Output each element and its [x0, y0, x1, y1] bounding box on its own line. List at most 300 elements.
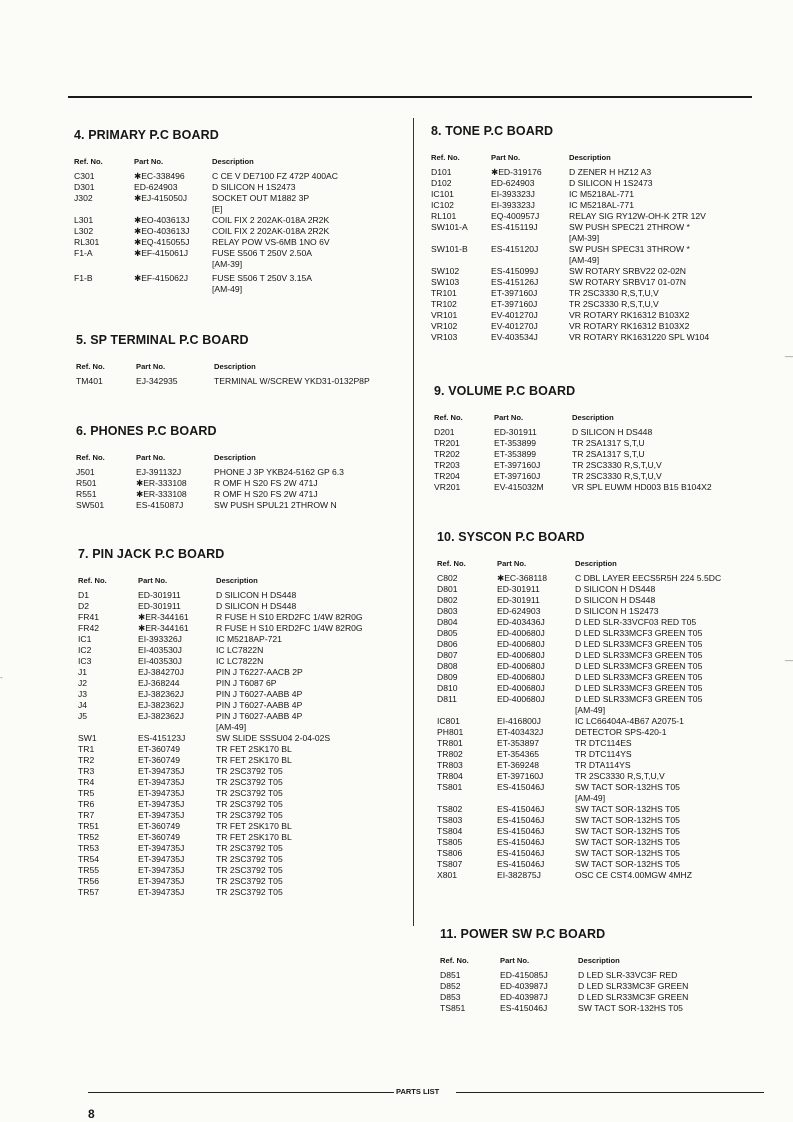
cell-ref: TS802	[437, 804, 463, 814]
cell-ref: IC801	[437, 716, 460, 726]
cell-part: ES-415046J	[497, 837, 545, 847]
cell-desc: TR 2SC3330 R,S,T,U,V	[572, 471, 662, 481]
footer-label: PARTS LIST	[396, 1087, 440, 1096]
cell-ref: FR42	[78, 623, 100, 633]
cell-part: ET-360749	[138, 832, 181, 842]
cell-desc: PIN J T6227-AACB 2P	[216, 667, 303, 677]
cell-ref: FR41	[78, 612, 100, 622]
cell-desc: D SILICON H DS448	[575, 584, 656, 594]
cell-ref: C802	[437, 573, 458, 583]
cell-part: ED-400680J	[497, 639, 545, 649]
cell-part: ES-415046J	[500, 1003, 548, 1013]
cell-ref: D102	[431, 178, 452, 188]
cell-desc: TR FET 2SK170 BL	[216, 744, 292, 754]
part-row	[74, 193, 404, 204]
section-title: 8. TONE P.C BOARD	[431, 124, 554, 138]
cell-part: ET-394735J	[138, 766, 185, 776]
cell-desc: SW PUSH SPEC31 3THROW *	[569, 244, 690, 254]
cell-desc: TR 2SC3792 T05	[216, 887, 283, 897]
cell-desc: [AM-49]	[569, 255, 600, 265]
part-row	[437, 584, 767, 595]
cell-desc: RELAY POW VS-6MB 1NO 6V	[212, 237, 330, 247]
cell-part: ET-397160J	[494, 460, 541, 470]
part-row	[434, 427, 764, 438]
cell-ref: TR57	[78, 887, 100, 897]
cell-part: ET-394735J	[138, 810, 185, 820]
cell-part: ED-301911	[138, 590, 181, 600]
cell-part: EJ-368244	[138, 678, 180, 688]
cell-part: ES-415126J	[491, 277, 539, 287]
cell-part: ED-400680J	[497, 683, 545, 693]
cell-ref: J2	[78, 678, 88, 688]
cell-ref: SW501	[76, 500, 105, 510]
part-row	[74, 273, 404, 284]
cell-desc: IC LC7822N	[216, 656, 264, 666]
cell-part: ET-394735J	[138, 799, 185, 809]
cell-desc: D LED SLR-33VC3F RED	[578, 970, 678, 980]
cell-part: ET-397160J	[494, 471, 541, 481]
cell-part: EJ-382362J	[138, 700, 184, 710]
part-row	[434, 471, 764, 482]
column-header-row	[434, 413, 764, 427]
cell-part: ES-415087J	[136, 500, 184, 510]
part-row-note	[437, 793, 767, 804]
part-row	[437, 650, 767, 661]
cell-part: ES-415046J	[497, 815, 545, 825]
section-title: 6. PHONES P.C BOARD	[76, 424, 217, 438]
column-header-ref: Ref. No.	[78, 576, 107, 585]
cell-part: ED-301911	[494, 427, 537, 437]
cell-part: ✱ER-333108	[136, 478, 187, 488]
part-row	[437, 683, 767, 694]
cell-desc: TR 2SC3792 T05	[216, 854, 283, 864]
cell-ref: D803	[437, 606, 458, 616]
cell-ref: J4	[78, 700, 88, 710]
cell-desc: TR 2SC3792 T05	[216, 788, 283, 798]
cell-ref: D801	[437, 584, 458, 594]
cell-desc: TR DTA114YS	[575, 760, 631, 770]
column-header-part: Part No.	[134, 157, 164, 166]
cell-desc: TR 2SA1317 S,T,U	[572, 438, 645, 448]
cell-desc: DETECTOR SPS-420-1	[575, 727, 667, 737]
cell-ref: VR103	[431, 332, 458, 342]
cell-part: EI-393326J	[138, 634, 182, 644]
cell-ref: SW101-B	[431, 244, 468, 254]
cell-desc: D ZENER H HZ12 A3	[569, 167, 652, 177]
column-divider	[413, 118, 414, 926]
cell-part: EQ-400957J	[491, 211, 540, 221]
section-title: 5. SP TERMINAL P.C BOARD	[76, 333, 249, 347]
footer-rule	[88, 1092, 394, 1093]
part-row	[437, 639, 767, 650]
column-header-row	[431, 153, 761, 167]
column-header-desc: Description	[578, 956, 620, 965]
cell-part: EV-403534J	[491, 332, 538, 342]
cell-part: ED-624903	[491, 178, 535, 188]
cell-ref: TR201	[434, 438, 460, 448]
part-row	[437, 826, 767, 837]
column-header-ref: Ref. No.	[74, 157, 103, 166]
cell-ref: TS851	[440, 1003, 466, 1013]
cell-ref: TR4	[78, 777, 95, 787]
cell-desc: PIN J T6087 6P	[216, 678, 277, 688]
part-row	[78, 843, 408, 854]
part-row	[437, 716, 767, 727]
cell-desc: FUSE S506 T 250V 3.15A	[212, 273, 313, 283]
cell-part: ET-403432J	[497, 727, 544, 737]
cell-part: EJ-391132J	[136, 467, 182, 477]
cell-desc: D LED SLR33MCF3 GREEN T05	[575, 639, 703, 649]
cell-desc: D SILICON H 1S2473	[575, 606, 659, 616]
section-phones-pc-board	[76, 424, 406, 511]
part-row-note	[74, 284, 404, 295]
cell-desc: TR 2SA1317 S,T,U	[572, 449, 645, 459]
part-row	[437, 628, 767, 639]
cell-part: ET-394735J	[138, 876, 185, 886]
part-row	[431, 266, 761, 277]
part-row	[76, 478, 406, 489]
cell-ref: TR204	[434, 471, 460, 481]
part-row	[431, 178, 761, 189]
cell-ref: TS805	[437, 837, 463, 847]
cell-ref: TR51	[78, 821, 100, 831]
cell-part: ED-301911	[138, 601, 181, 611]
cell-part: EI-393323J	[491, 200, 535, 210]
column-header-part: Part No.	[136, 453, 166, 462]
section-volume-pc-board	[434, 384, 764, 493]
part-row	[74, 226, 404, 237]
part-row	[74, 182, 404, 193]
column-header-row	[440, 956, 770, 970]
cell-desc: SW TACT SOR-132HS T05	[578, 1003, 683, 1013]
cell-part: ES-415123J	[138, 733, 186, 743]
part-row	[437, 771, 767, 782]
part-row	[434, 482, 764, 493]
margin-tick: —	[785, 656, 793, 665]
section-syscon-pc-board	[437, 530, 767, 881]
cell-part: EV-415032M	[494, 482, 544, 492]
cell-part: ED-301911	[497, 584, 540, 594]
cell-part: ET-369248	[497, 760, 540, 770]
part-row	[76, 489, 406, 500]
cell-ref: RL301	[74, 237, 100, 247]
cell-desc: [E]	[212, 204, 223, 214]
part-row	[437, 804, 767, 815]
cell-part: ✱ER-344161	[138, 612, 189, 622]
part-row	[437, 760, 767, 771]
cell-part: ES-415046J	[497, 848, 545, 858]
cell-part: EI-403530J	[138, 656, 182, 666]
cell-ref: J501	[76, 467, 95, 477]
cell-ref: R501	[76, 478, 97, 488]
cell-desc: VR ROTARY RK16312 B103X2	[569, 321, 690, 331]
part-row-note	[74, 259, 404, 270]
cell-desc: SW TACT SOR-132HS T05	[575, 815, 680, 825]
column-header-ref: Ref. No.	[437, 559, 466, 568]
cell-desc: D LED SLR33MC3F GREEN	[578, 981, 689, 991]
cell-part: ED-400680J	[497, 694, 545, 704]
column-header-row	[78, 576, 408, 590]
cell-part: ES-415046J	[497, 804, 545, 814]
part-row	[437, 848, 767, 859]
cell-desc: PIN J T6027-AABB 4P	[216, 700, 303, 710]
cell-desc: D SILICON H 1S2473	[212, 182, 296, 192]
part-row	[437, 617, 767, 628]
cell-desc: D LED SLR-33VCF03 RED T05	[575, 617, 697, 627]
cell-part: ET-397160J	[497, 771, 544, 781]
part-row	[78, 667, 408, 678]
cell-ref: TS807	[437, 859, 463, 869]
cell-part: ED-415085J	[500, 970, 548, 980]
cell-part: EI-393323J	[491, 189, 535, 199]
column-header-part: Part No.	[138, 576, 168, 585]
cell-ref: TR2	[78, 755, 95, 765]
cell-desc: IC M5218AL-771	[569, 189, 634, 199]
margin-tick: -	[0, 673, 3, 682]
cell-ref: TR7	[78, 810, 95, 820]
part-row	[434, 460, 764, 471]
cell-ref: SW1	[78, 733, 97, 743]
part-row	[78, 634, 408, 645]
cell-desc: C DBL LAYER EECS5R5H 224 5.5DC	[575, 573, 722, 583]
column-header-ref: Ref. No.	[440, 956, 469, 965]
cell-desc: R OMF H S20 FS 2W 471J	[214, 489, 318, 499]
cell-desc: RELAY SIG RY12W-OH-K 2TR 12V	[569, 211, 706, 221]
cell-part: ET-394735J	[138, 777, 185, 787]
column-header-ref: Ref. No.	[431, 153, 460, 162]
cell-ref: L302	[74, 226, 94, 236]
cell-desc: VR ROTARY RK16312 B103X2	[569, 310, 690, 320]
part-row	[437, 837, 767, 848]
page-number: 8	[88, 1107, 95, 1121]
cell-part: ET-354365	[497, 749, 540, 759]
cell-ref: TR55	[78, 865, 100, 875]
cell-ref: TR6	[78, 799, 95, 809]
cell-desc: D LED SLR33MCF3 GREEN T05	[575, 661, 703, 671]
cell-ref: IC102	[431, 200, 454, 210]
cell-ref: D809	[437, 672, 458, 682]
cell-desc: FUSE S506 T 250V 2.50A	[212, 248, 313, 258]
cell-desc: TR 2SC3330 R,S,T,U,V	[569, 288, 659, 298]
part-row-note	[431, 255, 761, 266]
cell-part: ET-360749	[138, 821, 181, 831]
part-row	[78, 623, 408, 634]
part-row-note	[437, 705, 767, 716]
part-row	[76, 467, 406, 478]
cell-desc: D LED SLR33MC3F GREEN	[578, 992, 689, 1002]
cell-desc: D LED SLR33MCF3 GREEN T05	[575, 694, 703, 704]
cell-part: ✱EF-415061J	[134, 248, 189, 258]
part-row	[431, 200, 761, 211]
column-header-part: Part No.	[491, 153, 521, 162]
part-row	[76, 500, 406, 511]
column-header-part: Part No.	[494, 413, 524, 422]
cell-part: EJ-382362J	[138, 689, 184, 699]
cell-part: ET-397160J	[491, 288, 538, 298]
cell-part: ✱ER-333108	[136, 489, 187, 499]
cell-desc: PIN J T6027-AABB 4P	[216, 689, 303, 699]
cell-desc: IC LC7822N	[216, 645, 264, 655]
part-row	[74, 237, 404, 248]
column-header-row	[76, 362, 406, 376]
column-header-row	[74, 157, 404, 171]
cell-desc: TR 2SC3330 R,S,T,U,V	[575, 771, 665, 781]
cell-part: ✱EC-338496	[134, 171, 185, 181]
cell-desc: TR FET 2SK170 BL	[216, 755, 292, 765]
part-row	[431, 321, 761, 332]
part-row	[78, 711, 408, 722]
column-header-ref: Ref. No.	[434, 413, 463, 422]
cell-ref: D805	[437, 628, 458, 638]
cell-part: ES-415099J	[491, 266, 539, 276]
cell-ref: TR56	[78, 876, 100, 886]
cell-part: ET-360749	[138, 744, 181, 754]
cell-part: ✱EQ-415055J	[134, 237, 190, 247]
part-row	[74, 171, 404, 182]
cell-part: EJ-384270J	[138, 667, 184, 677]
cell-ref: IC101	[431, 189, 454, 199]
cell-ref: F1-A	[74, 248, 93, 258]
part-row	[74, 248, 404, 259]
cell-part: ET-394735J	[138, 843, 185, 853]
cell-desc: TR 2SC3792 T05	[216, 876, 283, 886]
column-header-desc: Description	[214, 362, 256, 371]
cell-desc: [AM-49]	[575, 705, 606, 715]
part-row	[437, 738, 767, 749]
part-row	[78, 810, 408, 821]
footer-rule	[456, 1092, 764, 1093]
column-header-ref: Ref. No.	[76, 362, 105, 371]
cell-desc: TR FET 2SK170 BL	[216, 832, 292, 842]
section-pin-jack-pc-board	[78, 547, 408, 898]
section-primary-pc-board	[74, 128, 404, 295]
margin-tick: —	[785, 352, 793, 361]
cell-desc: PHONE J 3P YKB24-5162 GP 6.3	[214, 467, 344, 477]
cell-ref: TR102	[431, 299, 457, 309]
cell-ref: TS801	[437, 782, 463, 792]
column-header-row	[76, 453, 406, 467]
cell-desc: D SILICON H DS448	[575, 595, 656, 605]
cell-ref: VR201	[434, 482, 461, 492]
cell-desc: TR 2SC3792 T05	[216, 865, 283, 875]
part-row	[78, 612, 408, 623]
cell-desc: [AM-49]	[575, 793, 606, 803]
cell-part: ED-400680J	[497, 650, 545, 660]
cell-part: ES-415046J	[497, 859, 545, 869]
cell-ref: TR801	[437, 738, 463, 748]
cell-desc: TR 2SC3792 T05	[216, 799, 283, 809]
part-row	[437, 859, 767, 870]
part-row	[431, 288, 761, 299]
column-header-desc: Description	[572, 413, 614, 422]
cell-part: ET-394735J	[138, 887, 185, 897]
cell-part: ED-400680J	[497, 628, 545, 638]
cell-desc: SW TACT SOR-132HS T05	[575, 859, 680, 869]
cell-part: ED-400680J	[497, 672, 545, 682]
section-title: 7. PIN JACK P.C BOARD	[78, 547, 225, 561]
column-header-desc: Description	[569, 153, 611, 162]
cell-part: EI-403530J	[138, 645, 182, 655]
part-row	[78, 689, 408, 700]
part-row-note	[78, 722, 408, 733]
part-row	[437, 606, 767, 617]
part-row	[440, 981, 770, 992]
cell-ref: IC1	[78, 634, 92, 644]
cell-ref: IC2	[78, 645, 92, 655]
cell-part: ET-394735J	[138, 854, 185, 864]
cell-desc: D SILICON H DS448	[572, 427, 653, 437]
cell-part: ET-353897	[497, 738, 540, 748]
cell-part: ED-403987J	[500, 981, 548, 991]
cell-part: ED-403436J	[497, 617, 545, 627]
cell-desc: D LED SLR33MCF3 GREEN T05	[575, 683, 703, 693]
cell-desc: SW ROTARY SRBV22 02-02N	[569, 266, 687, 276]
part-row	[78, 876, 408, 887]
column-header-desc: Description	[216, 576, 258, 585]
section-tone-pc-board	[431, 124, 761, 343]
cell-desc: SW TACT SOR-132HS T05	[575, 837, 680, 847]
cell-desc: TR 2SC3792 T05	[216, 777, 283, 787]
part-row	[78, 700, 408, 711]
cell-part: ES-415046J	[497, 826, 545, 836]
cell-ref: TS803	[437, 815, 463, 825]
cell-ref: J302	[74, 193, 93, 203]
cell-desc: COIL FIX 2 202AK-018A 2R2K	[212, 215, 330, 225]
part-row	[437, 595, 767, 606]
cell-ref: IC3	[78, 656, 92, 666]
cell-part: ED-400680J	[497, 661, 545, 671]
cell-part: ES-415120J	[491, 244, 539, 254]
cell-desc: SW TACT SOR-132HS T05	[575, 804, 680, 814]
section-sp-terminal-pc-board	[76, 333, 406, 387]
cell-ref: TR52	[78, 832, 100, 842]
cell-part: ET-360749	[138, 755, 181, 765]
cell-ref: J1	[78, 667, 88, 677]
part-row	[78, 645, 408, 656]
cell-ref: D851	[440, 970, 461, 980]
part-row	[78, 854, 408, 865]
cell-part: ED-301911	[497, 595, 540, 605]
part-row-note	[431, 233, 761, 244]
cell-desc: D LED SLR33MCF3 GREEN T05	[575, 650, 703, 660]
cell-part: ET-394735J	[138, 788, 185, 798]
cell-desc: TR DTC114YS	[575, 749, 632, 759]
cell-desc: C CE V DE7100 FZ 472P 400AC	[212, 171, 338, 181]
cell-ref: D804	[437, 617, 458, 627]
cell-ref: D802	[437, 595, 458, 605]
part-row	[440, 992, 770, 1003]
cell-part: ES-415046J	[497, 782, 545, 792]
part-row	[78, 887, 408, 898]
part-row	[78, 821, 408, 832]
cell-ref: F1-B	[74, 273, 93, 283]
part-row	[431, 299, 761, 310]
cell-ref: R551	[76, 489, 97, 499]
column-header-part: Part No.	[136, 362, 166, 371]
part-row	[78, 865, 408, 876]
cell-desc: SW PUSH SPEC21 2THROW *	[569, 222, 690, 232]
part-row	[78, 656, 408, 667]
part-row	[78, 788, 408, 799]
column-header-row	[437, 559, 767, 573]
column-header-desc: Description	[212, 157, 254, 166]
part-row	[431, 277, 761, 288]
cell-ref: D201	[434, 427, 455, 437]
cell-desc: D LED SLR33MCF3 GREEN T05	[575, 628, 703, 638]
section-title: 10. SYSCON P.C BOARD	[437, 530, 585, 544]
cell-ref: TR202	[434, 449, 460, 459]
cell-desc: SW PUSH SPUL21 2THROW N	[214, 500, 337, 510]
